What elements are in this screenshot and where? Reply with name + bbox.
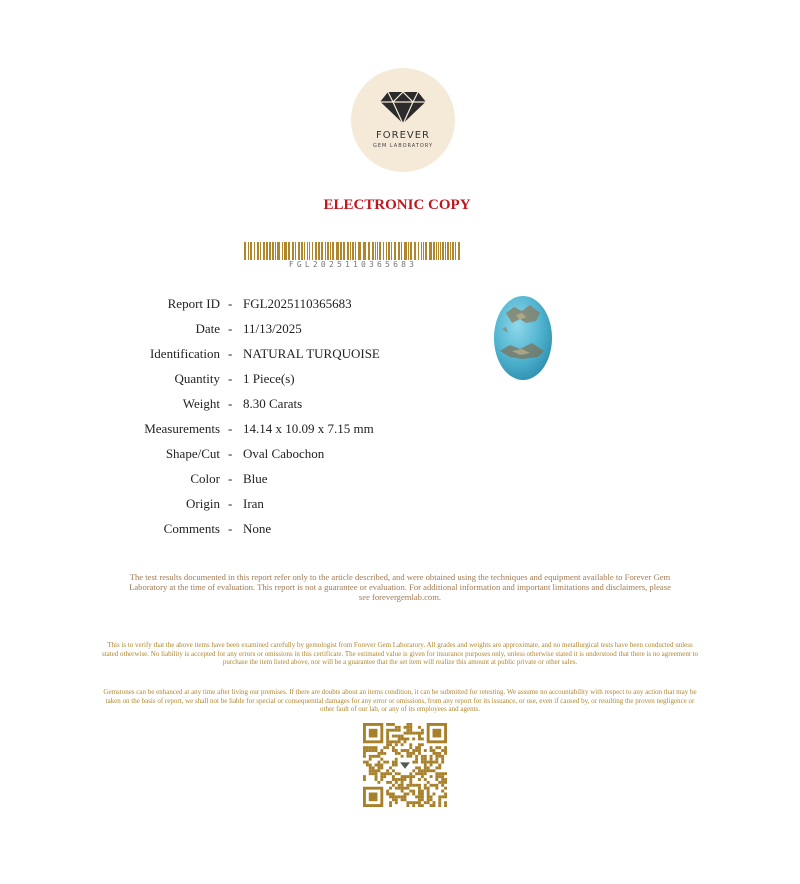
barcode-text: FGL2025110365683 xyxy=(288,260,418,269)
detail-separator: - xyxy=(228,296,233,311)
verification-disclaimer: This is to verify that the above items have been examined carefully by gemologist from Forever Gem Laboratory. All grades and weights are approximate, and no metallurgical tests have been conducted unless stated otherwise. No liability is accepted for any errors or omissions in this certificate. The estimated value is given for insurance purposes only, unless otherwise stated it is understood that there is no agreement to purchase the item listed above, nor will be a guarantee that the set item will realize this amount at public private or other sales. xyxy=(101,641,698,666)
detail-separator: - xyxy=(228,321,233,336)
detail-separator: - xyxy=(228,396,233,411)
detail-separator: - xyxy=(228,371,233,386)
detail-separator: - xyxy=(228,421,233,436)
detail-label: Color xyxy=(190,471,220,486)
detail-value: NATURAL TURQUOISE xyxy=(243,346,380,361)
detail-row xyxy=(100,319,500,344)
detail-value: Iran xyxy=(243,496,264,511)
detail-label: Shape/Cut xyxy=(165,446,220,461)
detail-label: Quantity xyxy=(174,371,220,386)
diamond-icon xyxy=(378,90,428,126)
detail-row xyxy=(100,394,500,419)
detail-label: Weight xyxy=(182,396,220,411)
brand-name: FOREVER xyxy=(376,130,430,141)
detail-value: 14.14 x 10.09 x 7.15 mm xyxy=(243,421,374,436)
barcode xyxy=(244,242,462,260)
qr-code[interactable] xyxy=(363,723,447,807)
detail-row xyxy=(100,294,500,319)
lab-logo xyxy=(351,68,455,172)
detail-row xyxy=(100,494,500,519)
detail-label: Measurements xyxy=(144,421,220,436)
detail-row xyxy=(100,369,500,394)
detail-separator: - xyxy=(228,471,233,486)
detail-label: Identification xyxy=(149,346,220,361)
electronic-copy-title: ELECTRONIC COPY xyxy=(323,197,471,213)
detail-separator: - xyxy=(228,446,233,461)
detail-separator: - xyxy=(228,521,233,536)
detail-value: 8.30 Carats xyxy=(243,396,303,411)
detail-separator: - xyxy=(228,496,233,511)
brand-subtitle: GEM LABORATORY xyxy=(372,143,434,149)
detail-row xyxy=(100,344,500,369)
turquoise-stone-image xyxy=(492,293,554,383)
detail-value: 11/13/2025 xyxy=(243,321,302,336)
detail-label: Report ID xyxy=(167,296,220,311)
detail-row xyxy=(100,469,500,494)
detail-row xyxy=(100,444,500,469)
detail-separator: - xyxy=(228,346,233,361)
detail-value: None xyxy=(243,521,272,536)
detail-value: Oval Cabochon xyxy=(243,446,325,461)
enhancement-disclaimer: Gemstones can be enhanced at any time after living our premises. If there are doubts about an items condition, it can be submitted for retesting. We assume no accountability with respect to any action that may be taken on the basis of report, we shall not be liable for special or consequential damages for any error or omissions, from any report for its issuance, or use, even if caused by, or resulting the proven negligence or other fault of our lab, or any of its employees and agents. xyxy=(103,688,697,713)
detail-row xyxy=(100,519,500,544)
detail-label: Origin xyxy=(186,496,220,511)
detail-value: FGL2025110365683 xyxy=(243,296,352,311)
test-results-disclaimer: The test results documented in this report refer only to the article described, and were obtained using the techniques and equipment available to Forever Gem Laboratory at the time of evaluation. This report is not a guarantee or evaluation. For additional information and important limitations and disclaimers, please see forevergemlab.com. xyxy=(129,572,671,602)
detail-label: Date xyxy=(195,321,220,336)
detail-row xyxy=(100,419,500,444)
detail-value: Blue xyxy=(243,471,268,486)
detail-label: Comments xyxy=(163,521,220,536)
detail-value: 1 Piece(s) xyxy=(243,371,295,386)
